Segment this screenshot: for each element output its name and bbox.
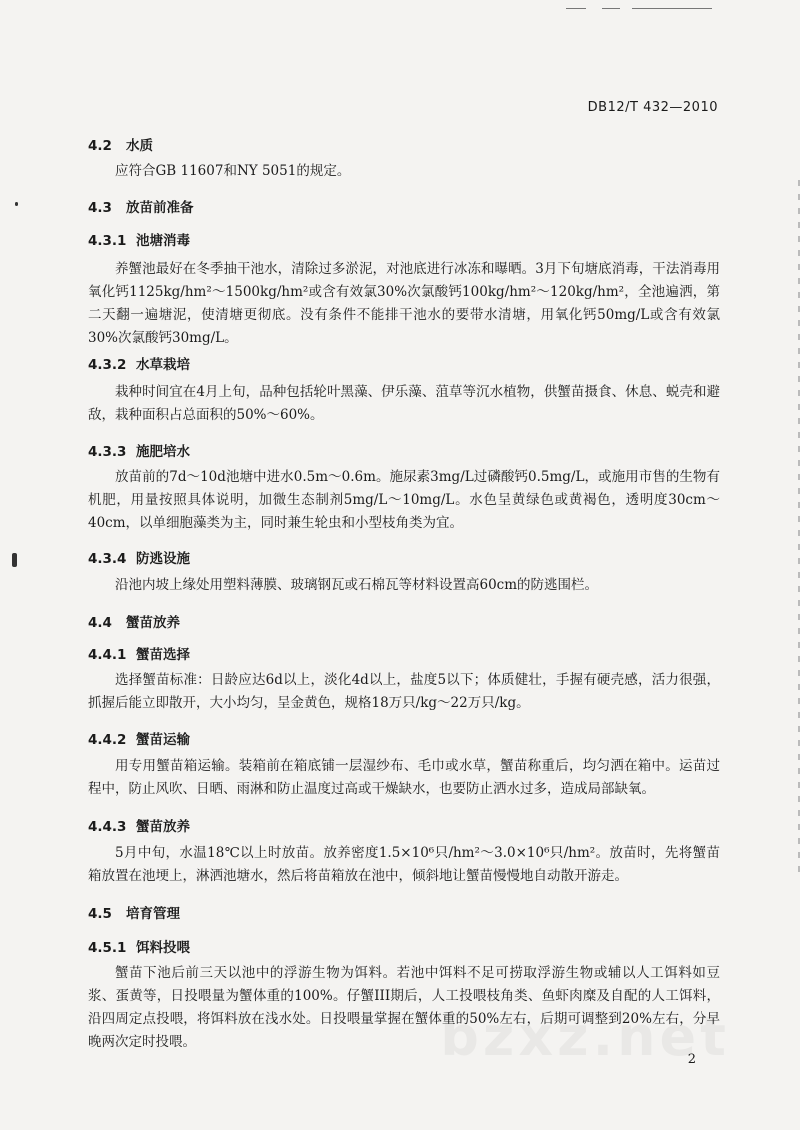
section-title: 蟹苗运输 [136,732,190,748]
section-number: 4.4.2 [88,732,127,748]
section-heading [88,547,190,567]
section-heading [88,902,180,922]
section-heading [88,134,153,154]
section-title: 蟹苗选择 [136,647,190,663]
section-number: 4.3.1 [88,233,127,249]
section-number: 4.5 [88,906,112,922]
section-heading [88,353,190,373]
section-number: 4.3 [88,200,112,216]
section-number: 4.4.1 [88,647,127,663]
top-rule [602,8,620,9]
paragraph: 应符合GB 11607和NY 5051的规定。 [115,163,351,179]
section-number: 4.2 [88,138,112,154]
section-number: 4.5.1 [88,940,127,956]
section-number: 4.3.3 [88,444,127,460]
paragraph: 放苗前的7d～10d池塘中进水0.5m～0.6m。施尿素3mg/L过磷酸钙0.5mg/L，或施用市售的生物有机肥，用量按照具体说明，加微生态制剂5mg/L～10mg/L。水色呈黄绿色或黄褐色，透明度30cm～40cm，以单细胞藻类为主，同时兼生轮虫和小型枝角类为宜。 [88,469,720,531]
scan-speck [15,202,18,206]
paragraph: 养蟹池最好在冬季抽干池水，清除过多淤泥，对池底进行冰冻和曝晒。3月下旬塘底消毒，干法消毒用氧化钙1125kg/hm²～1500kg/hm²或含有效氯30%次氯酸钙100kg/hm²～120kg/hm²，全池遍洒，第二天翻一遍塘泥，使清塘更彻底。没有条件不能排干池水的要带水清塘，用氧化钙50mg/L或含有效氯30%次氯酸钙30mg/L。 [88,261,720,346]
paragraph: 选择蟹苗标准：日龄应达6d以上，淡化4d以上，盐度5以下；体质健壮，手握有硬壳感，活力很强，抓握后能立即散开，大小均匀，呈金黄色，规格18万只/kg～22万只/kg。 [88,672,720,711]
section-title: 放苗前准备 [126,200,194,216]
paragraph: 沿池内坡上缘处用塑料薄膜、玻璃钢瓦或石棉瓦等材料设置高60cm的防逃围栏。 [115,577,599,593]
section-heading [88,229,190,249]
section-heading [88,815,190,835]
section-number: 4.4 [88,615,112,631]
section-title: 池塘消毒 [136,233,190,249]
section-title: 蟹苗放养 [136,819,190,835]
section-title: 水草栽培 [136,357,190,373]
section-title: 水质 [126,138,153,154]
watermark [440,1005,730,1068]
section-number: 4.3.4 [88,551,127,567]
section-title: 饵料投喂 [136,940,190,956]
section-number: 4.3.2 [88,357,127,373]
paragraph: 蟹苗下池后前三天以池中的浮游生物为饵料。若池中饵料不足可捞取浮游生物或辅以人工饵料如豆浆、蛋黄等，日投喂量为蟹体重的100%。仔蟹III期后，人工投喂枝角类、鱼虾肉糜及自配的人工饵料，沿四周定点投喂，将饵料放在浅水处。日投喂量掌握在蟹体重的50%左右，后期可调整到20%左右，分早晚两次定时投喂。 [88,965,720,1050]
section-title: 培育管理 [126,906,180,922]
standard-number: DB12/T 432—2010 [587,100,718,115]
section-title: 蟹苗放养 [126,615,180,631]
section-heading [88,196,194,216]
top-rule [632,8,712,9]
section-heading [88,936,190,956]
paragraph: 栽种时间宜在4月上旬，品种包括轮叶黑藻、伊乐藻、菹草等沉水植物，供蟹苗摄食、休息、蜕壳和避敌，栽种面积占总面积的50%～60%。 [88,384,720,423]
section-number: 4.4.3 [88,819,127,835]
paragraph: 5月中旬，水温18℃以上时放苗。放养密度1.5×10⁶只/hm²～3.0×10⁶只/hm²。放苗时，先将蟹苗箱放置在池埂上，淋洒池塘水，然后将苗箱放在池中，倾斜地让蟹苗慢慢地自动散开游走。 [88,845,720,884]
section-title: 施肥培水 [136,444,190,460]
paragraph: 用专用蟹苗箱运输。装箱前在箱底铺一层湿纱布、毛巾或水草，蟹苗称重后，均匀洒在箱中。运苗过程中，防止风吹、日晒、雨淋和防止温度过高或干燥缺水，也要防止洒水过多，造成局部缺氧。 [88,758,720,797]
scan-speck [12,553,17,567]
top-rule [566,8,586,9]
page-number: 2 [687,1052,696,1067]
section-heading [88,440,190,460]
section-heading [88,728,190,748]
section-heading [88,611,180,631]
section-heading [88,643,190,663]
section-title: 防逃设施 [136,551,190,567]
